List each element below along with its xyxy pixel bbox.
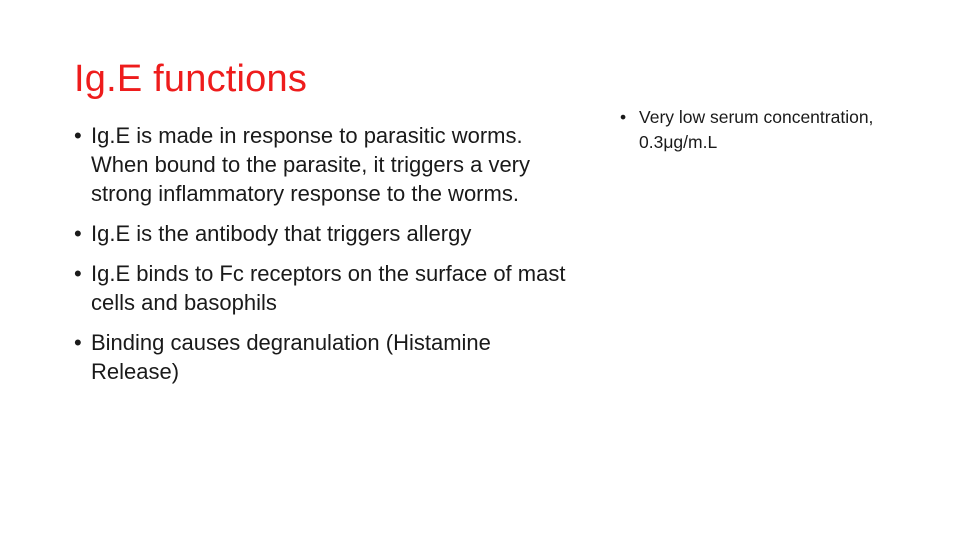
bullet-icon: • — [620, 107, 627, 127]
bullet-icon: • — [74, 221, 82, 246]
list-item — [74, 328, 584, 386]
list-item — [74, 259, 584, 317]
slide-title: Ig.E functions — [74, 58, 308, 100]
bullet-text: Ig.E binds to Fc receptors on the surface of mast cells and basophils — [91, 261, 566, 315]
bullet-icon: • — [74, 330, 82, 355]
left-bullet-list — [74, 121, 584, 397]
bullet-text: Ig.E is made in response to parasitic worms. When bound to the parasite, it triggers a very strong inflammatory response to the worms. — [91, 123, 531, 206]
bullet-icon: • — [74, 123, 82, 148]
bullet-text: Ig.E is the antibody that triggers allergy — [91, 221, 472, 246]
list-item — [620, 105, 920, 155]
bullet-text: Very low serum concentration, 0.3μg/m.L — [639, 107, 874, 152]
list-item — [74, 121, 584, 208]
bullet-text: Binding causes degranulation (Histamine Release) — [91, 330, 491, 384]
right-bullet-list — [620, 105, 920, 155]
list-item — [74, 219, 584, 248]
bullet-icon: • — [74, 261, 82, 286]
